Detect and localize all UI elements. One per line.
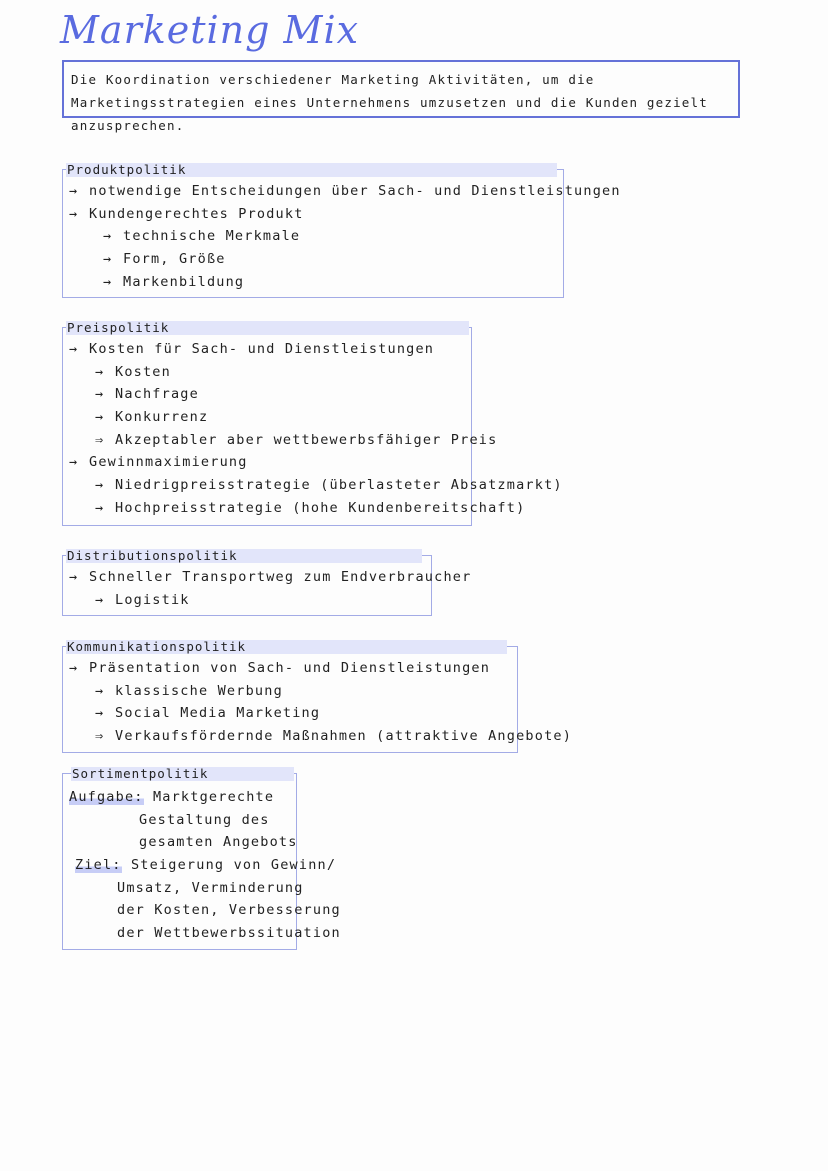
section-preispolitik: [62, 320, 563, 526]
list-item: → Schneller Transportweg zum Endverbraucher: [69, 569, 472, 585]
list-item: → Niedrigpreisstrategie (überlasteter Absatzmarkt): [95, 477, 563, 494]
section-heading: Kommunikationspolitik: [66, 640, 507, 654]
list-item: → klassische Werbung: [95, 682, 283, 699]
list-item: → notwendige Entscheidungen über Sach- und Dienstleistungen: [69, 183, 621, 199]
list-item: ⇒ Verkaufsfördernde Maßnahmen (attraktive Angebote): [95, 728, 573, 745]
list-item: Aufgabe: Marktgerechte: [69, 789, 275, 805]
definition-box: Die Koordination verschiedener Marketing Aktivitäten, um die Marketingsstrategien eines Unternehmens umzusetzen und die Kunden gezielt anzusprechen.: [62, 60, 740, 118]
page-title: Marketing Mix: [60, 8, 360, 52]
aufgabe-label: Aufgabe:: [69, 789, 144, 805]
list-item: Ziel: Steigerung von Gewinn/: [75, 857, 337, 874]
list-item: gesamten Angebots: [139, 834, 298, 851]
section-heading: Sortimentpolitik: [71, 767, 294, 781]
list-item: → Markenbildung: [103, 273, 245, 290]
list-item: → Kundengerechtes Produkt: [69, 205, 304, 222]
list-item: → Konkurrenz: [95, 409, 209, 426]
list-item: → Form, Größe: [103, 251, 226, 268]
list-item: → Gewinnmaximierung: [69, 454, 248, 471]
list-item: → Präsentation von Sach- und Dienstleistungen: [69, 660, 491, 676]
list-item: der Kosten, Verbesserung: [117, 902, 341, 919]
section-heading: Preispolitik: [66, 321, 469, 335]
list-item: → Kosten für Sach- und Dienstleistungen: [69, 341, 435, 357]
list-item: → Logistik: [95, 591, 190, 608]
section-heading: Distributionspolitik: [66, 549, 422, 563]
list-item: Gestaltung des: [139, 811, 270, 828]
list-item: → technische Merkmale: [103, 228, 301, 245]
section-produktpolitik: [62, 162, 621, 298]
list-item: → Hochpreisstrategie (hohe Kundenbereitschaft): [95, 499, 526, 516]
ziel-label: Ziel:: [75, 857, 122, 874]
list-item: → Nachfrage: [95, 386, 199, 403]
section-distributionspolitik: [62, 548, 472, 616]
section-sortimentpolitik: [62, 766, 341, 950]
list-item: ⇒ Akzeptabler aber wettbewerbsfähiger Preis: [95, 431, 498, 448]
list-item: → Kosten: [95, 363, 171, 380]
list-item: der Wettbewerbssituation: [117, 925, 341, 942]
section-kommunikationspolitik: [62, 639, 573, 753]
list-item: → Social Media Marketing: [95, 705, 321, 722]
section-heading: Produktpolitik: [66, 163, 557, 177]
list-item: Umsatz, Verminderung: [117, 879, 304, 896]
